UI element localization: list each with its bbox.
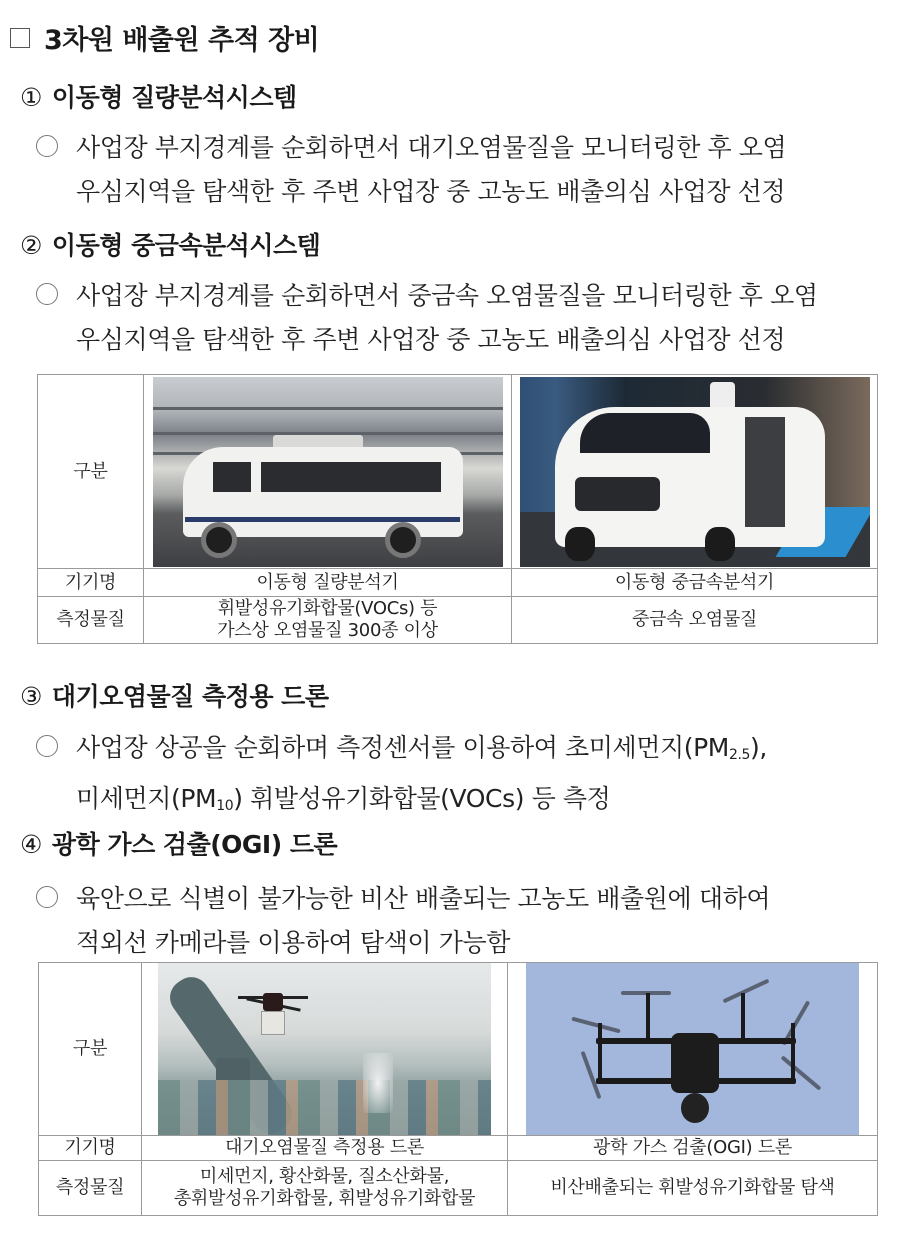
paragraph-line: 사업장 부지경계를 순회하면서 대기오염물질을 모니터링한 후 오염 [76, 133, 787, 162]
paragraph-text: 사업장 상공을 순회하며 측정센서를 이용하여 초미세먼지(PM [76, 733, 729, 762]
mobile-mass-spectrometer-van-photo [153, 377, 503, 567]
section-3-paragraph [36, 726, 767, 828]
ogi-drone-photo [526, 963, 859, 1135]
section-2-paragraph [36, 274, 818, 362]
device-name-cell: 이동형 질량분석기 [144, 569, 512, 597]
paragraph-text: 미세먼지(PM [76, 784, 217, 813]
paragraph-line: 사업장 부지경계를 순회하면서 중금속 오염물질을 모니터링한 후 오염 [76, 281, 818, 310]
section-heading-1 [20, 78, 297, 114]
row-label-device-name: 기기명 [38, 569, 144, 597]
section-1-paragraph [36, 126, 786, 214]
circle-bullet-icon [36, 886, 58, 908]
air-pollutant-measurement-drone-photo [158, 963, 491, 1135]
section-heading-text: 광학 가스 검출(OGI) 드론 [51, 830, 338, 859]
row-label-category: 구분 [38, 375, 144, 569]
circle-bullet-icon [36, 735, 58, 757]
device-name-cell: 대기오염물질 측정용 드론 [142, 1136, 508, 1161]
section-heading-4 [20, 825, 337, 861]
drone-equipment-table [38, 962, 878, 1216]
row-label-substances: 측정물질 [38, 597, 144, 644]
section-heading-3 [20, 677, 328, 713]
image-cell [512, 375, 878, 569]
substances-cell [144, 597, 512, 644]
section-4-paragraph [36, 877, 770, 965]
image-cell [144, 375, 512, 569]
substances-line: 비산배출되는 휘발성유기화합물 탐색 [550, 1177, 835, 1198]
section-heading-text: 이동형 질량분석시스템 [51, 83, 297, 112]
substances-line: 가스상 오염물질 300종 이상 [217, 620, 438, 641]
device-name-cell: 광학 가스 검출(OGI) 드론 [508, 1136, 878, 1161]
circle-bullet-icon [36, 283, 58, 305]
image-cell [142, 963, 508, 1136]
paragraph-line: 우심지역을 탐색한 후 주변 사업장 중 고농도 배출의심 사업장 선정 [76, 177, 786, 206]
row-label-category: 구분 [39, 963, 142, 1136]
substances-line: 휘발성유기화합물(VOCs) 등 [217, 598, 438, 619]
circled-number-3: ③ [20, 682, 42, 711]
device-name-cell: 이동형 중금속분석기 [512, 569, 878, 597]
substances-cell [142, 1161, 508, 1216]
subscript: 10 [216, 798, 234, 814]
paragraph-text: ) 휘발성유기화합물(VOCs) 등 측정 [233, 784, 611, 813]
circled-number-4: ④ [20, 830, 42, 859]
substances-line: 중금속 오염물질 [631, 609, 758, 630]
title-text: 3차원 배출원 추적 장비 [44, 25, 320, 56]
checkbox-square-icon [10, 28, 30, 48]
mobile-heavy-metal-analyzer-van-photo [520, 377, 870, 567]
vehicle-equipment-table [37, 374, 878, 644]
section-heading-text: 대기오염물질 측정용 드론 [51, 682, 329, 711]
document-title [10, 18, 319, 57]
paragraph-line: 적외선 카메라를 이용하여 탐색이 가능함 [76, 928, 510, 957]
circle-bullet-icon [36, 135, 58, 157]
section-heading-text: 이동형 중금속분석시스템 [51, 231, 321, 260]
circled-number-1: ① [20, 83, 42, 112]
paragraph-line: 우심지역을 탐색한 후 주변 사업장 중 고농도 배출의심 사업장 선정 [76, 325, 786, 354]
row-label-device-name: 기기명 [39, 1136, 142, 1161]
image-cell [508, 963, 878, 1136]
circled-number-2: ② [20, 231, 42, 260]
substances-line: 총휘발성유기화합물, 휘발성유기화합물 [173, 1188, 476, 1209]
section-heading-2 [20, 226, 320, 262]
row-label-substances: 측정물질 [39, 1161, 142, 1216]
substances-cell [512, 597, 878, 644]
subscript: 2.5 [728, 747, 751, 763]
paragraph-line: 육안으로 식별이 불가능한 비산 배출되는 고농도 배출원에 대하여 [76, 884, 771, 913]
substances-cell [508, 1161, 878, 1216]
paragraph-text: ), [750, 733, 767, 762]
substances-line: 미세먼지, 황산화물, 질소산화물, [199, 1166, 450, 1187]
